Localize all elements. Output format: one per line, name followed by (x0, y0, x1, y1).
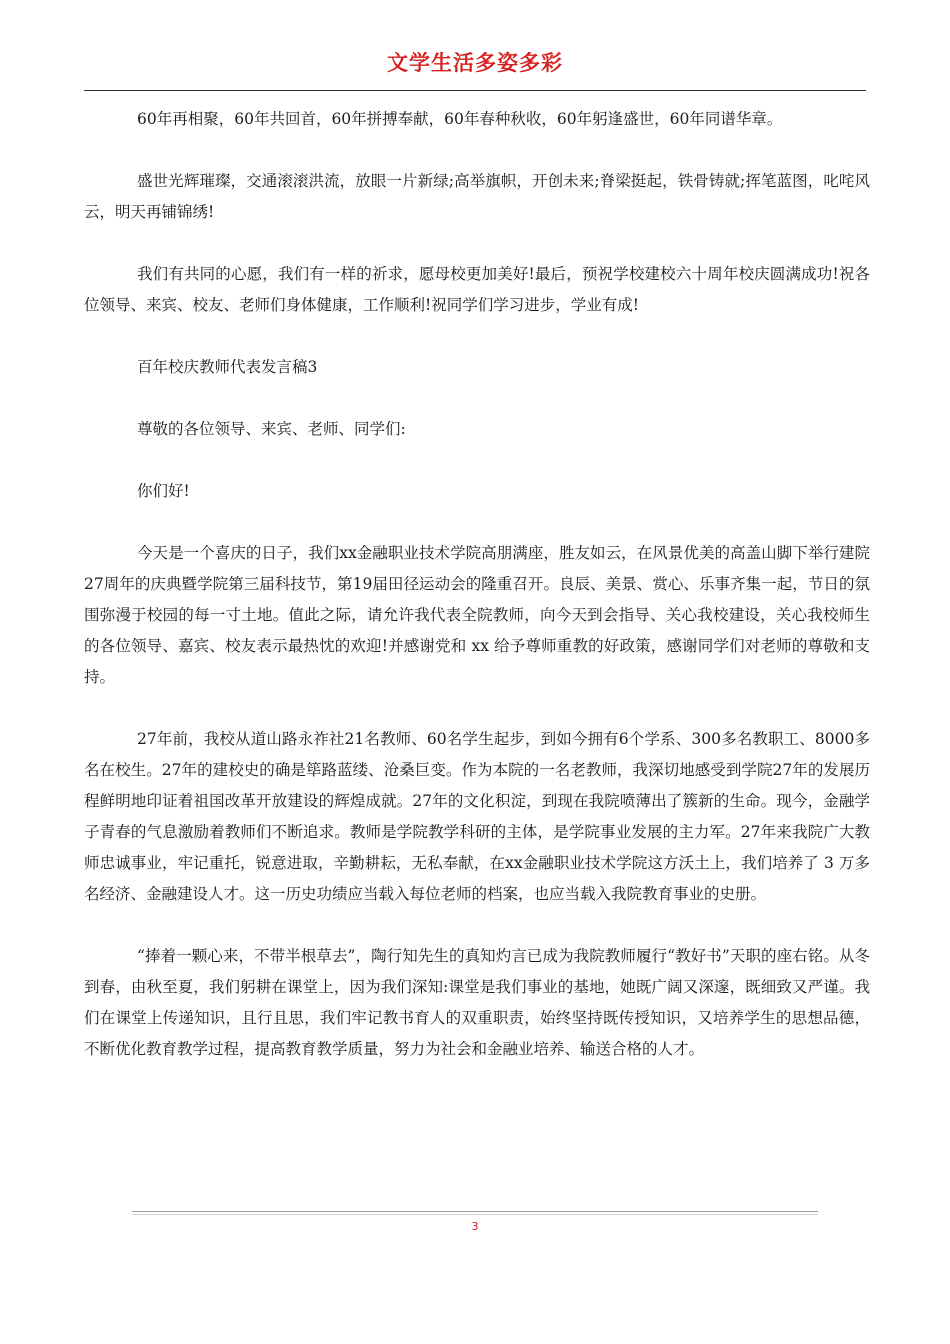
page-number: 3 (471, 1220, 479, 1233)
page-header-title: 文学生活多姿多彩 (387, 51, 563, 75)
document-body (84, 104, 870, 1096)
footer-divider-secondary (132, 1214, 818, 1215)
greeting: 你们好! (137, 482, 190, 500)
footer-divider (132, 1211, 818, 1212)
paragraph-2: 盛世光辉璀璨，交通滚滚洪流，放眼一片新绿;高举旗帜，开创未来;脊梁挺起，铁骨铸就;挥笔蓝图，叱咤风云，明天再铺锦绣! (84, 172, 870, 221)
paragraph-7: 今天是一个喜庆的日子，我们xx金融职业技术学院高朋满座，胜友如云，在风景优美的高盖山脚下举行建院27周年的庆典暨学院第三届科技节，第19届田径运动会的隆重召开。良辰、美景、赏心、乐事齐集一起，节日的氛围弥漫于校园的每一寸土地。值此之际，请允许我代表全院教师，向今天到会指导、关心我校建设，关心我校师生的各位领导、嘉宾、校友表示最热忱的欢迎!并感谢党和 xx 给予尊师重教的好政策，感谢同学们对老师的尊敬和支持。 (84, 544, 870, 686)
salutation: 尊敬的各位领导、来宾、老师、同学们: (137, 420, 406, 438)
section-heading: 百年校庆教师代表发言稿3 (137, 358, 318, 376)
paragraph-1: 60年再相聚，60年共回首，60年拼搏奉献，60年春种秋收，60年躬逢盛世，60年同谱华章。 (137, 110, 783, 128)
paragraph-8: 27年前，我校从道山路永祚社21名教师、60名学生起步，到如今拥有6个学系、300多名教职工、8000多名在校生。27年的建校史的确是筚路蓝缕、沧桑巨变。作为本院的一名老教师，我深切地感受到学院27年的发展历程鲜明地印证着祖国改革开放建设的辉煌成就。27年的文化积淀，到现在我院喷薄出了簇新的生命。现今，金融学子青春的气息激励着教师们不断追求。教师是学院教学科研的主体，是学院事业发展的主力军。27年来我院广大教师忠诚事业，牢记重托，锐意进取，辛勤耕耘，无私奉献，在xx金融职业技术学院这方沃土上，我们培养了 3 万多名经济、金融建设人才。这一历史功绩应当载入每位老师的档案，也应当载入我院教育事业的史册。 (84, 730, 870, 903)
paragraph-9: “捧着一颗心来，不带半根草去”，陶行知先生的真知灼言已成为我院教师履行“教好书”天职的座右铭。从冬到春，由秋至夏，我们躬耕在课堂上，因为我们深知:课堂是我们事业的基地，她既广阔又深邃，既细致又严谨。我们在课堂上传递知识，且行且思，我们牢记教书育人的双重职责，始终坚持既传授知识，又培养学生的思想品德，不断优化教育教学过程，提高教育教学质量，努力为社会和金融业培养、输送合格的人才。 (84, 947, 870, 1058)
header-divider (84, 90, 866, 91)
paragraph-3: 我们有共同的心愿，我们有一样的祈求，愿母校更加美好!最后，预祝学校建校六十周年校庆圆满成功!祝各位领导、来宾、校友、老师们身体健康，工作顺利!祝同学们学习进步，学业有成! (84, 265, 870, 314)
